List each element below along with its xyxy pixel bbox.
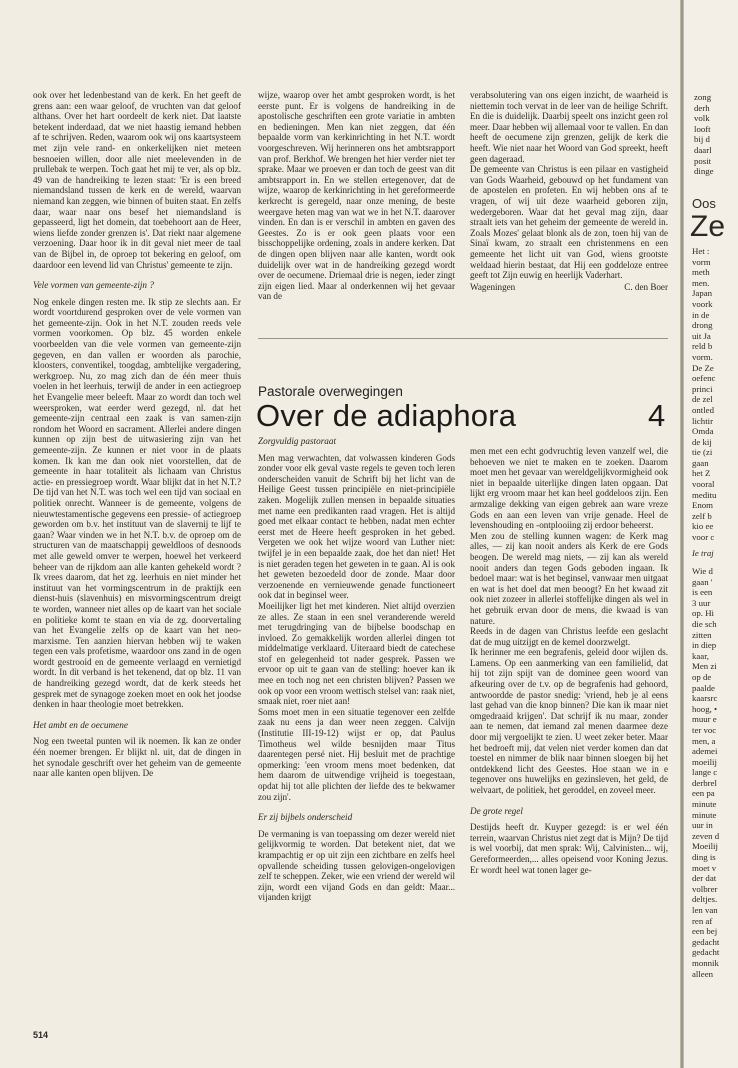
col1-subheading-1: Vele vormen van gemeente-zijn ? <box>33 280 154 291</box>
next-line: reld b <box>692 341 713 352</box>
next-line: een pa <box>692 788 715 799</box>
next-line: zitten <box>692 629 712 640</box>
next-line: der dat <box>692 873 717 884</box>
column-2-bottom <box>258 436 455 903</box>
next-page-title: Ze <box>690 210 726 243</box>
next-page-subheading: Ie traj <box>692 548 714 558</box>
next-line: dinge <box>694 166 714 177</box>
next-line: tie (zi <box>692 447 713 458</box>
next-line: Het : <box>692 246 710 256</box>
next-line: ademei <box>692 746 718 757</box>
next-line: looft <box>694 123 711 134</box>
column-3-top <box>470 90 668 292</box>
next-line: zong <box>694 92 712 102</box>
next-line: men, a <box>692 735 716 746</box>
next-page-partial <box>684 0 738 1068</box>
next-line: volbrer <box>692 883 718 894</box>
next-line: len van <box>692 905 718 915</box>
next-line: ontled <box>692 404 714 415</box>
column-2-top <box>258 90 455 302</box>
next-line: alleen <box>692 968 713 979</box>
next-line: princi <box>692 383 713 394</box>
next-line: voork <box>692 298 713 309</box>
next-line: lange c <box>692 767 718 778</box>
next-line: paalde <box>692 682 715 693</box>
next-line: het Z <box>692 468 711 479</box>
next-line: op. Hi <box>692 608 714 619</box>
next-line: gedacht <box>692 947 720 958</box>
next-page-kicker: Oos <box>692 196 716 211</box>
article-title: Over de adiaphora <box>256 398 517 433</box>
next-line: muur e <box>692 714 717 725</box>
article-number: 4 <box>648 398 666 433</box>
next-line: vorm <box>692 256 711 267</box>
next-line: oefenc <box>692 373 716 384</box>
col2-paragraph-4: De vermaning is van toepassing om dezer wereld niet gelijkvormig te worden. Dat betekent niet, dat we krampachtig er op uit zijn een zichtbare en zelfs heel opvallende scheiding tussen gelovigen-ongelovigen zelf te scheppen. Zeker, wie een vriend der wereld wil zijn, wordt een vijand Gods en dan geldt: Maar... vijanden krijgt <box>258 828 455 903</box>
col2-paragraph-3: Soms moet men in een situatie tegenover een zelfde zaak nu eens ja dan weer neen zeggen. Calvijn (Institutie III-19-12) wijst er op, dat Paulus Timotheus wel wilde besnijden maar Titus daarentegen persé niet. Hij besluit met de prachtige opmerking: 'een vroom mens moet bedenken, dat hem daarom de uitwendige vrijheid is toegestaan, opdat hij tot alle plichten der liefde des te bekwamer zou zijn'. <box>258 706 455 802</box>
next-line: kaar, <box>692 650 709 661</box>
next-line: Enom <box>692 500 714 511</box>
col1-subheading-2: Het ambt en de oecumene <box>33 719 128 730</box>
page-number: 514 <box>33 1030 49 1040</box>
next-line: derbrel <box>692 777 717 788</box>
col3-paragraph-2: Men zou de stelling kunnen wagen: de Kerk mag alles, — zij kan nooit anders als Kerk de ere Gods beogen. De wereld mag niets, — zij kan als wereld nooit anders dan tegen Gods geboden ingaan. Ik bedoel maar: wat is het beginsel, vanwaar men uitgaat en wat is het doel dat men beoogt? En het kwaad zit ook niet zozeer in allerlei stoffelijke dingen als wel in het gebruik ervan door de mens, die kwaad is van nature. <box>470 530 668 626</box>
col3-paragraph-4: Ik herinner me een begrafenis, geleid door wijlen ds. Lamens. Op een aanmerking van een familielid, dat hij tot zijn spijt van de dominee geen woord van afkeuring over de t.v. op de begrafenis had gehoord, antwoordde de pastor snedig: 'vriend, heb je al eens last gehad van die knop binnen? Die kan ik maar niet omgedraaid krijgen'. Dat schrijf ik nu maar, zonder aan te nemen, dat iemand zal menen daarmee deze door mij vergoelijkt te zien. U weet zeker beter. Maar het bedroeft mij, dat velen niet verder komen dan dat toestel en nimmer de blik naar binnen sloegen bij het ontdekkend licht des Geestes. Hoe staan we in e tegenover ons huwelijks en gezinsleven, het geld, de welvaart, de politiek, het geroddel, en zoveel meer. <box>470 647 668 795</box>
column-1 <box>33 90 241 779</box>
next-line: Omda <box>692 426 714 437</box>
next-line: men. <box>692 277 710 288</box>
next-page-lines <box>692 246 716 543</box>
next-page-lines-2 <box>692 566 719 979</box>
next-line: gaan <box>692 457 709 468</box>
next-line: die sch <box>692 618 717 629</box>
col2-top-paragraph: wijze, waarop over het ambt gesproken wordt, is het eerste punt. Er is volgens de handreiking in de apostolische geschriften een grote variatie in ambten en bedieningen. Men kan niet zeggen, dat één bepaalde vorm van kerkinrichting in het N.T. wordt voorgeschreven. Wij herinneren ons het ambtsrapport van prof. Berkhof. We brengen het hier verder niet ter sprake. Maar we proeven er dan toch de geest van dit ambtsrapport in. En we stellen ertegenover, dat de wijze, waarop de kerkinrichting in het gereformeerde kerkrecht is geregeld, naar onze mening, de beste weergave heten mag van wat we in het N.T. daarover vinden. En dan is er verschil in ambten en gaven des Geestes. Zo is er ook geen plaats voor een bisschoppelijke ordening, zoals in andere kerken. Dat de dingen open blijven naar alle kanten, wordt ook duidelijk over wat in de handreiking gezegd wordt over de oecumene. Driemaal drie is negen, ieder zingt zijn eigen lied. Maar al onderkennen wij het gevaar van de <box>258 90 455 302</box>
next-line: uit Ja <box>692 330 711 341</box>
next-line: Wie d <box>692 566 713 576</box>
next-line: hoog, • <box>692 703 718 714</box>
col3-paragraph-1: men met een echt godvruchtig leven vanzelf wel, die behoeven we niet te maken en te zoeken. Daarom moet men het gevaar van wereldgelijkvormigheid ook niet in bepaalde uiterlijke dingen laten opgaan. Dat lijkt erg vroom maar het kan heel goddeloos zijn. Een armzalige dekking van eigen gebrek aan ware vreze Gods en aan een leven van vrije genade. Heel de levenshouding en -ontplooiing zij erdoor beheerst. <box>470 446 668 531</box>
next-line: derh <box>694 102 710 113</box>
next-line: ding is <box>692 852 716 863</box>
next-line: vorm. <box>692 351 713 362</box>
next-line: moet v <box>692 862 717 873</box>
next-line: ter voc <box>692 724 717 735</box>
next-line: voor c <box>692 532 715 543</box>
next-line: Moeilij <box>692 841 718 852</box>
next-line: kaarsrc <box>692 693 718 704</box>
next-line: daarl <box>694 144 712 155</box>
next-line: Japan <box>692 288 713 299</box>
column-3-bottom <box>470 446 668 875</box>
next-line: in de <box>692 309 710 320</box>
next-line: minute <box>692 809 717 820</box>
col3-top-paragraph-1: verabsolutering van ons eigen inzicht, de waarheid is niettemin toch vervat in de leer van de heilige Schrift. En die is duidelijk. Daarbij speelt ons inzicht geen rol meer. Daar hebben wij allemaal voor te vallen. En dan heeft de oecumene zijn grenzen, gelijk de kerk die heeft. Wie niet naar het Woord van God spreekt, heeft geen dageraad. <box>470 90 668 164</box>
next-page-top-lines <box>694 92 714 177</box>
next-line: drong <box>692 320 713 331</box>
next-line: zelf b <box>692 510 712 521</box>
col2-subheading-2: Er zij bijbels onderscheid <box>258 812 353 823</box>
next-line: zeven d <box>692 830 720 841</box>
next-line: moeilij <box>692 756 717 767</box>
next-line: 3 uur <box>692 597 711 608</box>
next-line: deltjes. <box>692 894 718 905</box>
next-line: minute <box>692 799 717 810</box>
col1-paragraph-2: Nog enkele dingen resten me. Ik stip ze slechts aan. Er wordt voortdurend gesproken over de vele vormen van het gemeente-zijn. Ook in het N.T. zouden reeds vele vormen voorkomen. Op blz. 45 worden enkele voorbeelden van die vele vormen van gemeente-zijn gegeven, en dan vallen er woorden als parochie, kloosters, conventikel, toogdag, ambtelijke vergadering, werkgroep. Nu, zo mag zich dan de één meer thuis voelen in het leerhuis, terwijl de ander in een actiegroep het Evangelie meer beleeft. Maar zo wordt dan toch wel weersproken, wat eerder werd gezegd, nl. dat het gemeente-zijn centraal een zaak is van samen-zijn rondom het Woord en sacrament. Allerlei andere dingen kunnen op zijn best de uitwasiering zijn van het gemeente-zijn. Ze kunnen er niet voor in de plaats komen. Ik kan me dan ook niet voorstellen, dat de gemeente in haar totaliteit als lichaam van Christus actie- en pressiegroep wordt. Waar blijkt dat in het N.T.? De tijd van het N.T. was toch wel een tijd van sociaal en politiek onrecht. Wanneer is de gemeente, volgens de nieuwtestamentische gegevens een pressie- of actiegroep geworden om b.v. het instituut van de slavernij te lijf te gaan? Waar vinden we in het N.T. b.v. de oproep om de structuren van de maatschappij geweldloos of desnoods met alle geweld omver te werpen, hoewel het verkeerd beheer van de rijkdom aan alle kanten gehekeld wordt ? Ik vrees daarom, dat het zg. leerhuis en niet minder het instituut van het vormingscentrum in de praktijk een dienst-huis (slavenhuis) en misvormingscentrum dreigt te worden, wanneer niet alles op de kaart van het sociale en politieke komt te staan en via de zg. doorvertaling van het Evangelie zelfs op de kaart van het neo-marxisme. Ten aanzien hiervan hebben wij te waken tegen een vals profetisme, waardoor ons zand in de ogen wordt gestrooid en de gemeente verlaagd en vernietigd wordt. In dit verband is het tekenend, dat op blz. 11 van de handreiking gezegd wordt, dat de kerk steeds het gesprek met de synagoge zoeken moet en ook het joodse denken in haar theologie moet betrekken. <box>33 296 241 710</box>
next-line: volk <box>694 113 710 124</box>
signature-name: C. den Boer <box>624 281 668 292</box>
next-line: posit <box>694 155 712 166</box>
article-kicker: Pastorale overwegingen <box>258 384 403 399</box>
next-line: een bej <box>692 926 718 937</box>
col2-subheading-1: Zorgvuldig pastoraat <box>258 436 337 446</box>
col2-paragraph-1: Men mag verwachten, dat volwassen kinderen Gods zonder voor elk geval vaste regels te geven toch leren onderscheiden vanuit de Schrift bij het licht van de Heilige Geest tussen principiële en niet-principiële zaken. Mogelijk zullen mensen in bepaalde situaties met name een predikanten raad vragen. Het is altijd goed met elkaar contact te hebben, nadat men echter eerst met de Heere heeft gesproken in het gebed. Vergeten we ook het wijze woord van Luther niet: twijfel je in een bepaalde zaak, doe het dan niet! Het is niet geraden tegen het geweten in te gaan. Al is ook het geweten bezoedeld door de zonde. Maar door verzoenende en vernieuwende genade functioneert ook dat in beginsel weer. <box>258 452 455 601</box>
next-line: uur in <box>692 820 713 831</box>
col3-paragraph-5: Destijds heeft dr. Kuyper gezegd: is er wel één terrein, waarvan Christus niet zegt dat is Mijn? De tijd is wel voorbij, dat men sprak: Wij, Calvinisten... wij, Gereformeerden,... alles opeisend voor Koning Jezus. Er wordt heel wat tonen lager ge- <box>470 822 668 875</box>
next-line: de zel <box>692 394 713 405</box>
next-line: de kij <box>692 436 712 447</box>
col1-paragraph-3: Nog een tweetal punten wil ik noemen. Ik kan ze onder één noemer brengen. Er blijkt nl. uit, dat de dingen in het synodale geschrift over het geheim van de gemeente naar alle kanten open blijven. De <box>33 736 241 779</box>
col3-top-paragraph-2: De gemeente van Christus is een pilaar en vastigheid van Gods Waarheid, gebouwd op het fundament van de apostelen en profeten. En wij hebben ons af te vragen, of wij uit deze waarheid geboren zijn, wedergeboren. Waar dat het geval mag zijn, daar straalt iets van het geheim der gemeente de wereld in. Zoals Mozes' gelaat blonk als de zon, toen hij van de Sinaï kwam, zo straalt een christenmens en een gemeente het licht uit van God, wiens grootste weldaad hierin bestaat, dat Hij een goddeloze entree geeft tot Zijn euwig en heerlijk Vaderhart. <box>470 164 668 281</box>
col2-paragraph-2: Moeilijker ligt het met kinderen. Niet altijd overzien ze alles. Ze staan in een snel veranderende wereld met terugdringing van de bijbelse boodschap en invloed. Zo gemakkelijk worden allerlei dingen tot middelmatige verklaard. Uiteraard biedt de catechese stof en gelegenheid tot nader gesprek. Passen we ervoor op uit te gaan van de stelling: hoever kan ik mee en toch nog net een christen blijven? Passen we ook op voor een vroom wettisch stelsel van: raak niet, smaak niet, roer niet aan! <box>258 600 455 707</box>
next-line: Men zi <box>692 661 717 672</box>
next-line: meditu <box>692 489 717 500</box>
col1-paragraph: ook over het ledenbestand van de kerk. En het geeft de grens aan: een waar geloof, de vruchten van dat geloof althans. Over het hart oordeelt de kerk niet. Dat laatste betekent inderdaad, dat we niet haastig iemand hebben af te schrijven. Reden, waarom ook wij ons kaartsysteem met zijn vele rand- en onkerkelijken niet meteen besnoeien willen, door alle niet meelevenden in de prullebak te werpen. Toch gaat het mij te ver, als op blz. 49 van de handreiking te lezen staat: 'Er is een breed niemandsland tussen de kerk en de wereld, waarvan niemand kan zeggen, wie binnen of buiten staat. En zelfs daar, waar naar ons besef het niemandsland is gepasseerd, ligt het domein, dat toebehoort aan de Heer, wiens liefde zonder grenzen is'. Dat riekt naar algemene verzoening. Daar hoor ik in dit geval niet meer de taal van de Bijbel in, de oproep tot bekering en geloof, om daardoor een levend lid van Christus' gemeente te zijn. <box>33 90 241 270</box>
next-line: vooral <box>692 479 715 490</box>
next-line: kio ee <box>692 521 714 532</box>
next-line: De Ze <box>692 362 714 373</box>
next-line: lichtir <box>692 415 714 426</box>
next-line: meth <box>692 267 710 278</box>
next-line: is een <box>692 587 713 598</box>
next-line: monnik <box>692 957 719 968</box>
next-line: gedacht <box>692 936 720 947</box>
col3-subheading: De grote regel <box>470 805 523 816</box>
col3-paragraph-3: Reeds in de dagen van Christus leefde een geslacht dat de mug uitzijgt en de kemel doorzwelgt. <box>470 626 668 647</box>
signature-place: Wageningen <box>470 281 516 292</box>
next-line: bij d <box>694 134 710 145</box>
next-line: gaan ' <box>692 576 713 587</box>
next-line: op de <box>692 671 712 682</box>
next-line: in diep <box>692 640 717 651</box>
next-line: ren af <box>692 915 713 926</box>
signature <box>470 282 668 293</box>
section-divider <box>258 338 668 339</box>
